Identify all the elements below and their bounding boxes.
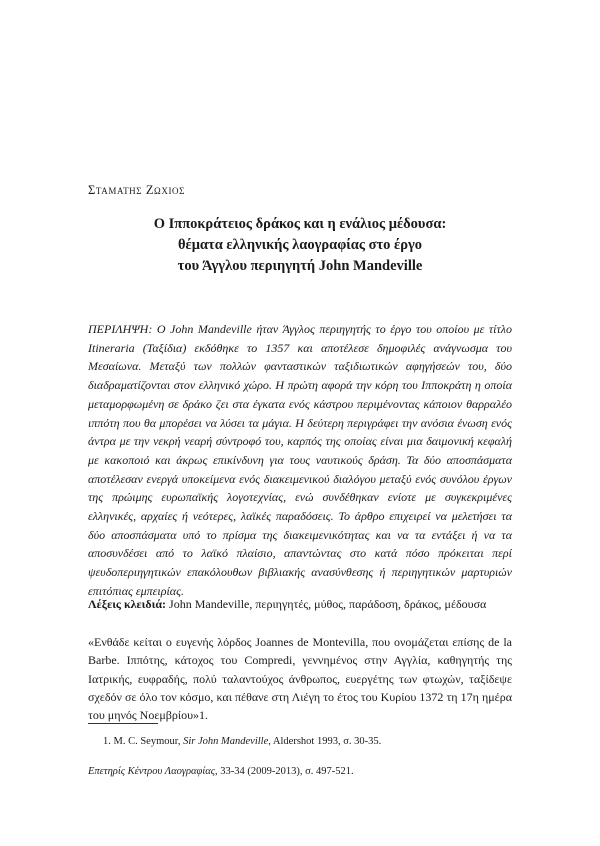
journal-citation <box>88 765 354 779</box>
footnote-author: M. C. Seymour, <box>113 736 184 747</box>
journal-name: Επετηρίς Κέντρου Λαογραφίας <box>88 766 216 777</box>
article-title <box>60 214 540 277</box>
abstract-paragraph: ΠΕΡΙΛΗΨΗ: Ο John Mandeville ήταν Άγγλος περιηγητής το έργο του οποίου με τίτλο Itineraria (Ταξίδια) εκδόθηκε το 1357 και αποτέλεσε δημοφιλές ανάγνωσμα του Μεσαίωνα. Μεταξύ των πολλών φανταστικών ταξιδιωτικών αφηγήσεών του, δύο διαδραματίζονται στον ελληνικό χώρο. Η πρώτη αφορά την κόρη του Ιπποκράτη η οποία μεταμορφωμένη σε δράκο ζει στα έγκατα ενός κάστρου περιμένοντας κάποιον θαρραλέο ιππότη που θα μπορέσει να λύσει τα μάγια. Η δεύτερη περιγράφει την ανόσια ένωση ενός άντρα με την νεκρή νεαρή σύντροφό του, καρπός της οποίας είναι μια δαιμονική κεφαλή με κακοποιό και άκρως επικίνδυνη για τους ναυτικούς δράση. Τα δύο αποσπάσματα αποτέλεσαν ενεργά υποκείμενα ενός διακειμενικού διαλόγου μεταξύ ενός συνόλου έργων της πρώιμης ευρωπαϊκής λογοτεχνίας, ενώ συνδέθηκαν ενίοτε με συγκεκριμένες ελληνικές, αρχαίες ή νεότερες, λαϊκές παραδόσεις. Το άρθρο επιχειρεί να μελετήσει τα δύο αποσπάσματα υπό το πρίσμα της διακειμενικότητας και να τα εντάξει ή να τα αποσυνδέσει από το λαϊκό πλαίσιο, απαντώντας στο κατά πόσο πρόκειται περί ψευδοπεριηγητικών επακόλουθων βιβλιακής ανασύνθεσης ή περιηγητικών μαρτυριών επιτόπιας εμπειρίας. <box>88 322 512 598</box>
keywords-text: John Mandeville, περιηγητές, μύθος, παράδοση, δράκος, μέδουσα <box>166 597 487 611</box>
author-name: Σταματης Ζωχιος <box>88 183 185 197</box>
footnote-work-title: Sir John Mandeville <box>183 736 269 747</box>
footnote-details: , Aldershot 1993, σ. 30-35. <box>268 736 382 747</box>
footnote-number: 1. <box>103 736 114 747</box>
keywords-line <box>88 595 512 613</box>
footnote-divider <box>88 723 158 724</box>
keywords-label: Λέξεις κλειδιά: <box>88 597 167 611</box>
epitaph-quote: «Ενθάδε κείται ο ευγενής λόρδος Joannes de Montevilla, που ονομάζεται επίσης de la Barbe. Ιππότης, κάτοχος του Compredi, γεννημένος στην Αγγλία, καθηγητής της Ιατρικής, ευφραδής, πολύ ταλαντούχος άνθρωπος, ευεργέτης των φτωχών, ταξίδεψε σχεδόν σε όλο τον κόσμο, και πέθανε στη Λιέγη το έτος του Κυρίου 1372 τη 17η ημέρα του μηνός Νοεμβρίου»1. <box>88 635 512 723</box>
footnote <box>103 735 381 749</box>
title-line-3: του Άγγλου περιηγητή John Mandeville <box>177 258 423 274</box>
title-line-2: θέματα ελληνικής λαογραφίας στο έργο <box>177 237 423 253</box>
journal-details: , 33-34 (2009-2013), σ. 497-521. <box>215 766 354 777</box>
title-line-1: Ο Ιπποκράτειος δράκος και η ενάλιος μέδουσα: <box>153 216 447 232</box>
